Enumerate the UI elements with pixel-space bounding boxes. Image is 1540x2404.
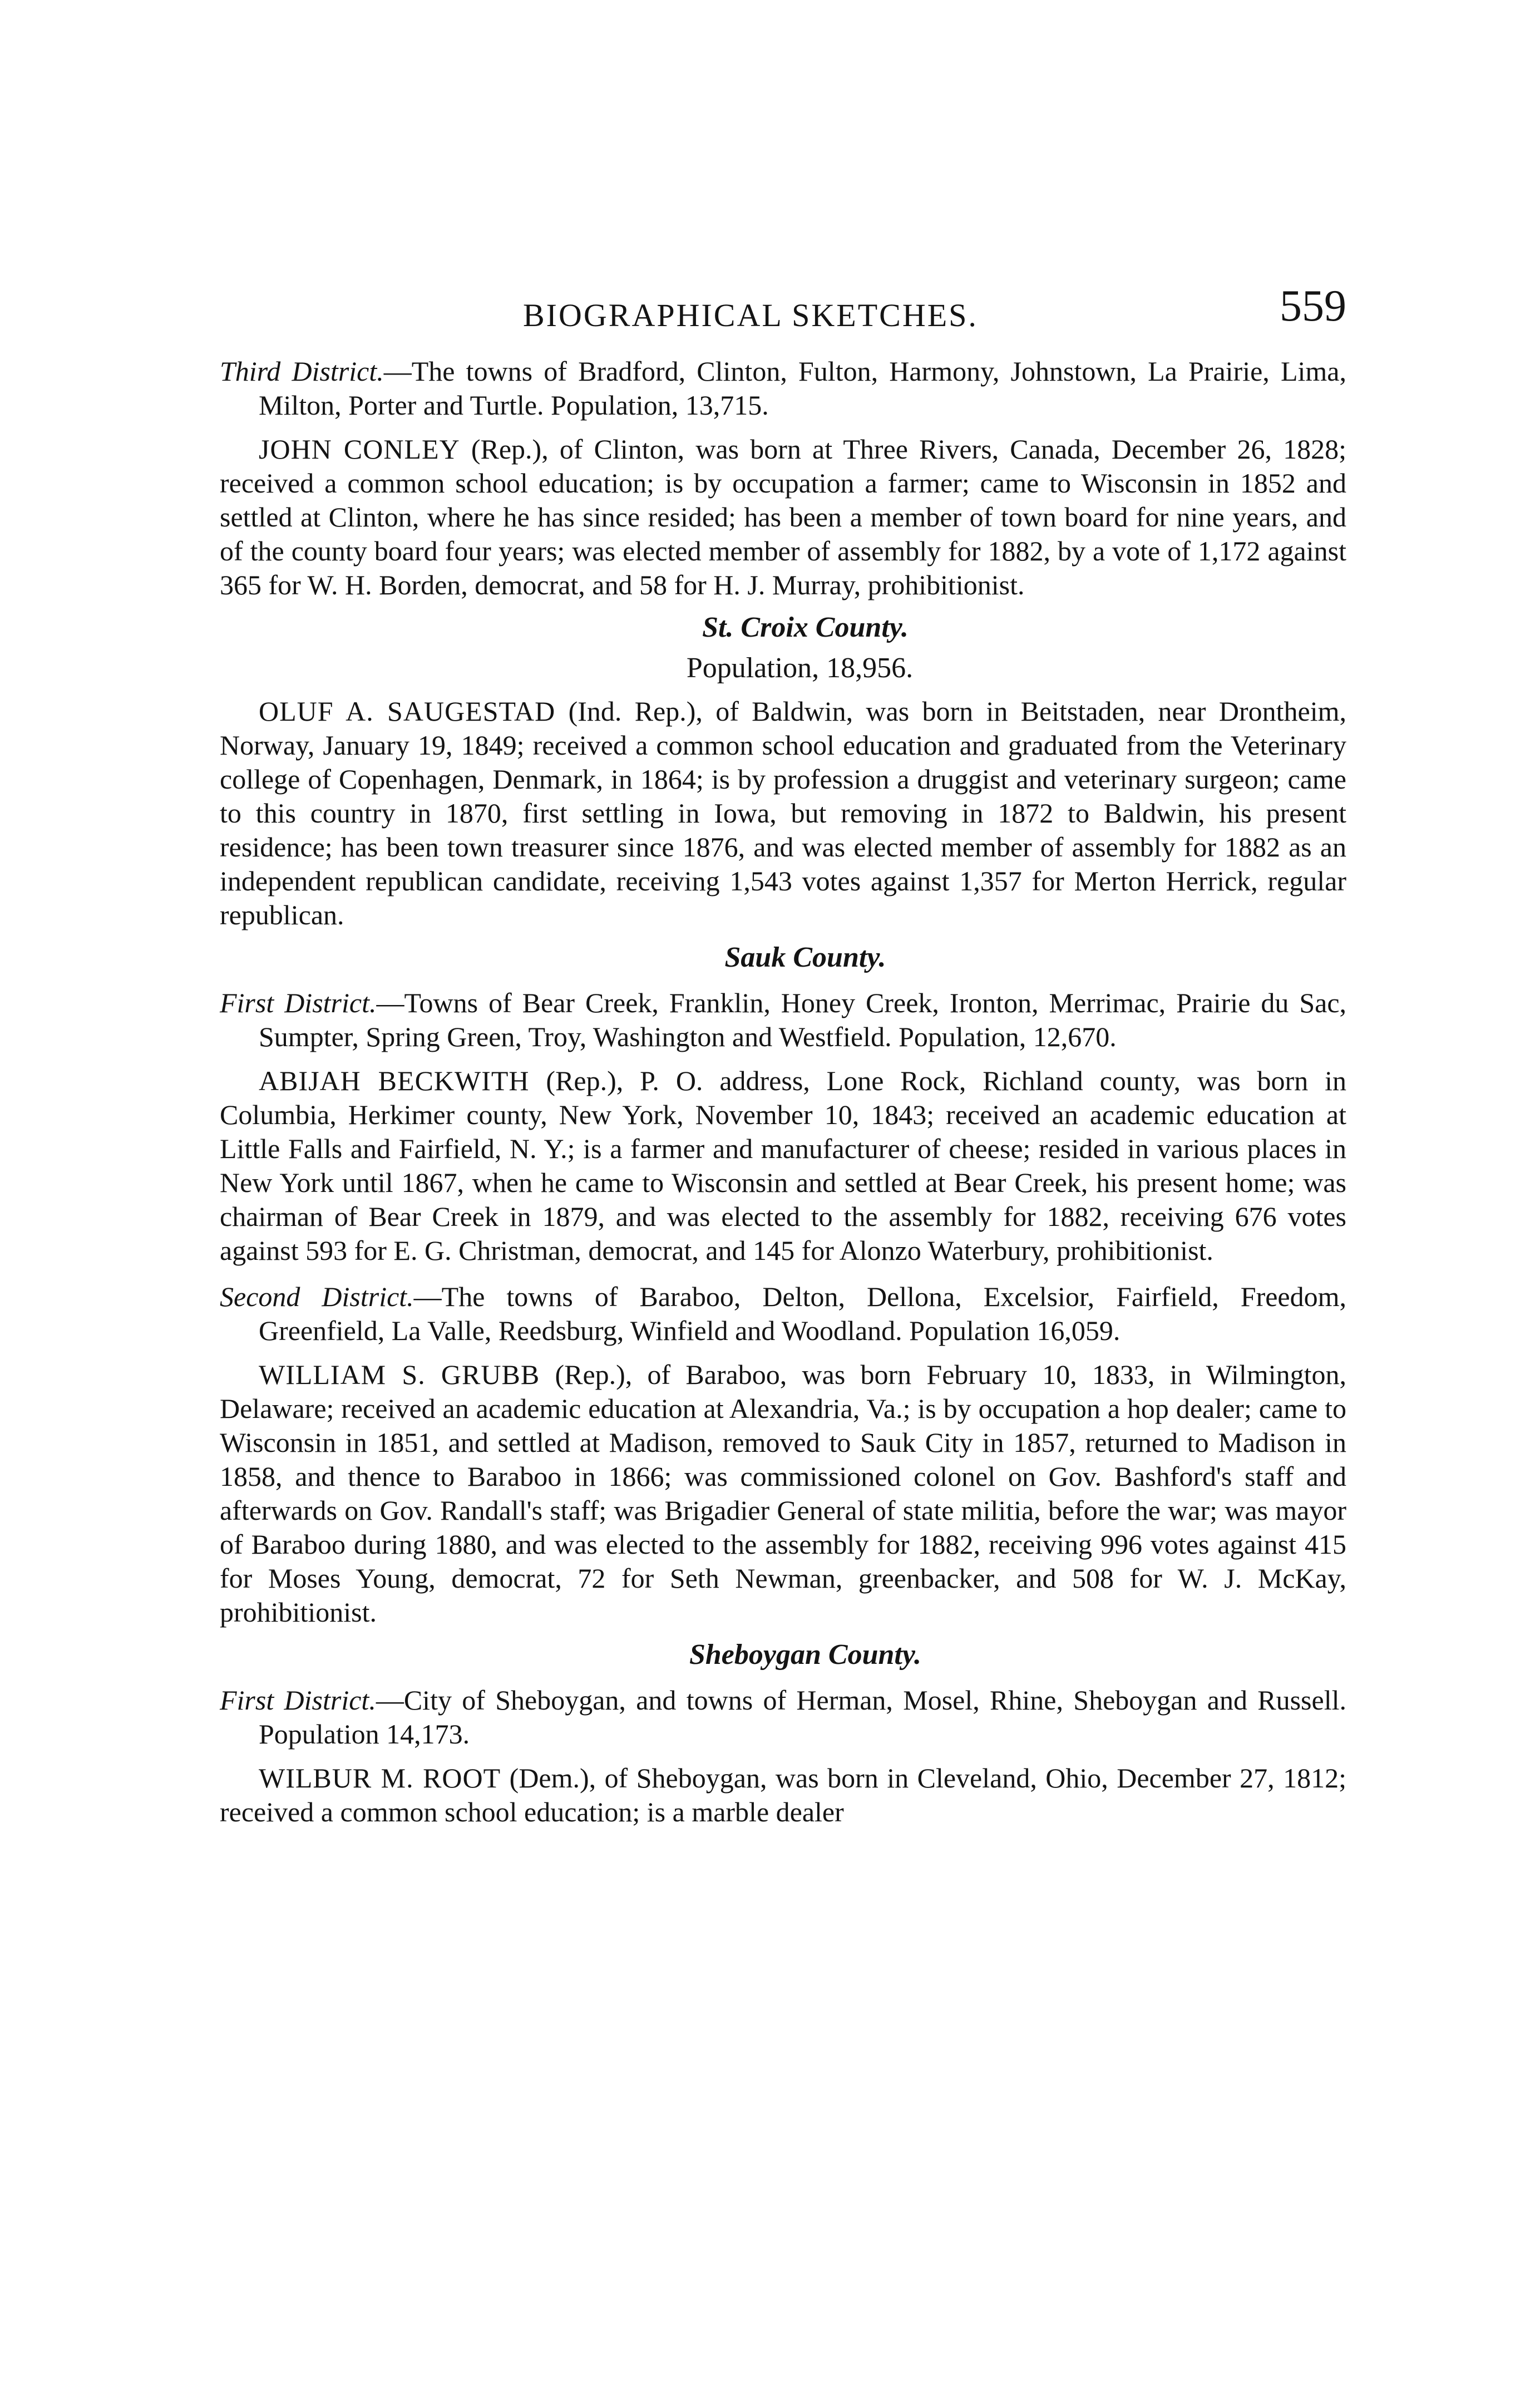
bio-wilbur-root <box>220 1761 1346 1829</box>
page-header <box>220 281 1346 342</box>
district-label: Second District. <box>220 1281 414 1312</box>
bio-text: (Rep.), of Clinton, was born at Three Rivers, Canada, December 26, 1828; received a common school education; is by occupation a farmer; came to Wisconsin in 1852 and settled at Clinton, where he has since resided; has been a member of town board for nine years, and of the county board four years; was elected member of assembly for 1882, by a vote of 1,172 against 365 for W. H. Borden, democrat, and 58 for H. J. Murray, prohibitionist. <box>220 433 1346 600</box>
bio-john-conley <box>220 432 1346 602</box>
bio-name: ABIJAH BECKWITH <box>259 1065 530 1096</box>
bio-oluf-saugestad <box>220 694 1346 932</box>
bio-text: (Rep.), P. O. address, Lone Rock, Richland county, was born in Columbia, Herkimer county, New York, November 10, 1843; received an academic education at Little Falls and Fairfield, N. Y.; is a farmer and manufacturer of cheese; resided in various places in New York until 1867, when he came to Wisconsin and settled at Bear Creek, his present home; was chairman of Bear Creek in 1879, and was elected to the assembly for 1882, receiving 676 votes against 593 for E. G. Christman, democrat, and 145 for Alonzo Waterbury, prohibitionist. <box>220 1065 1346 1266</box>
district-label: First District. <box>220 987 377 1018</box>
district-sheboygan-first <box>220 1683 1346 1751</box>
district-text: —Towns of Bear Creek, Franklin, Honey Creek, Ironton, Merrimac, Prairie du Sac, Sumpter, Spring Green, Troy, Washington and Westfield. Population, 12,670. <box>259 987 1347 1052</box>
district-label: First District. <box>220 1684 376 1716</box>
bio-name: JOHN CONLEY <box>259 433 460 465</box>
bio-name: OLUF A. SAUGESTAD <box>259 696 556 727</box>
county-heading-sauk: Sauk County. <box>724 942 886 973</box>
running-head: BIOGRAPHICAL SKETCHES. <box>523 297 978 333</box>
bio-text: (Ind. Rep.), of Baldwin, was born in Beitstaden, near Drontheim, Norway, January 19, 1849; received a common school education and graduated from the Veterinary college of Copenhagen, Denmark, in 1864; is by profession a druggist and veterinary surgeon; came to this country in 1870, first settling in Iowa, but removing in 1872 to Baldwin, his present residence; has been town treasurer since 1876, and was elected member of assembly for 1882 as an independent republican candidate, receiving 1,543 votes against 1,357 for Merton Herrick, regular republican. <box>220 696 1346 930</box>
district-text: —The towns of Baraboo, Delton, Dellona, Excelsior, Fairfield, Freedom, Greenfield, La Valle, Reedsburg, Winfield and Woodland. Population 16,059. <box>259 1281 1346 1346</box>
bio-name: WILBUR M. ROOT <box>259 1762 501 1794</box>
county-heading-st-croix: St. Croix County. <box>702 612 909 643</box>
district-sauk-second <box>220 1280 1346 1348</box>
county-heading-sheboygan: Sheboygan County. <box>689 1639 922 1671</box>
district-text: —The towns of Bradford, Clinton, Fulton, Harmony, Johnstown, La Prairie, Lima, Milton, Porter and Turtle. Population, 13,715. <box>259 356 1346 421</box>
district-label: Third District. <box>220 356 384 387</box>
bio-text: (Rep.), of Baraboo, was born February 10, 1833, in Wilmington, Delaware; received an academic education at Alexandria, Va.; is by occupation a hop dealer; came to Wisconsin in 1851, and settled at Madison, removed to Sauk City in 1857, returned to Madison in 1858, and thence to Baraboo in 1866; was commissioned colonel on Gov. Bashford's staff and afterwards on Gov. Randall's staff; was Brigadier General of state militia, before the war; was mayor of Baraboo during 1880, and was elected to the assembly for 1882, receiving 996 votes against 415 for Moses Young, democrat, 72 for Seth Newman, greenbacker, and 508 for W. J. McKay, prohibitionist. <box>220 1359 1347 1628</box>
book-page <box>220 281 1346 1836</box>
page-number: 559 <box>1280 282 1346 331</box>
bio-name: WILLIAM S. GRUBB <box>259 1359 540 1390</box>
bio-abijah-beckwith <box>220 1064 1346 1268</box>
district-third <box>220 354 1346 422</box>
district-text: —City of Sheboygan, and towns of Herman, Mosel, Rhine, Sheboygan and Russell. Population 14,173. <box>259 1684 1346 1750</box>
district-sauk-first <box>220 986 1346 1054</box>
bio-text: (Dem.), of Sheboygan, was born in Cleveland, Ohio, December 27, 1812; received a common school education; is a marble dealer <box>220 1762 1346 1827</box>
population-st-croix: Population, 18,956. <box>686 652 914 684</box>
bio-william-grubb <box>220 1358 1346 1629</box>
